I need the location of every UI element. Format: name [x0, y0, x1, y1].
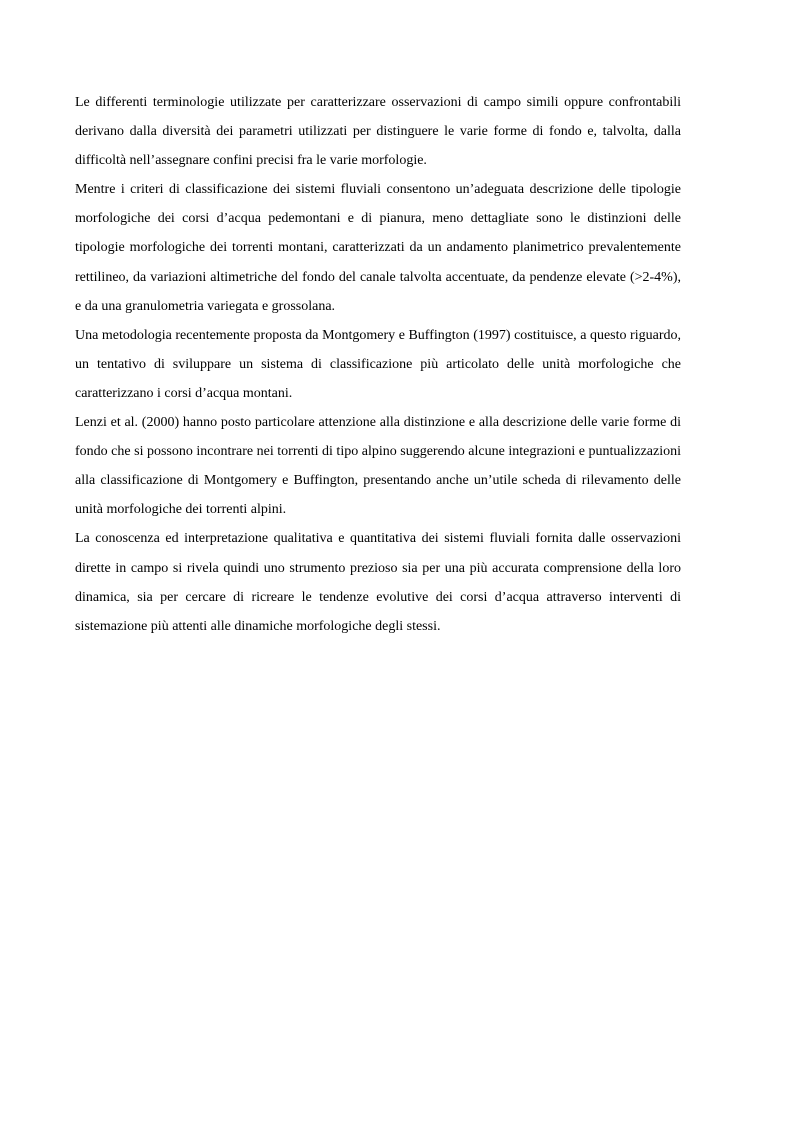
- paragraph-montgomery-buffington: Una metodologia recentemente proposta da Montgomery e Buffington (1997) costituisce, a questo riguardo, un tentativo di sviluppare un sistema di classificazione più articolato delle unità morfologiche che caratterizzano i corsi d’acqua montani.: [75, 327, 681, 401]
- paragraph-terminology: Le differenti terminologie utilizzate per caratterizzare osservazioni di campo simili oppure confrontabili derivano dalla diversità dei parametri utilizzati per distinguere le varie forme di fondo e, talvolta, dalla difficoltà nell’assegnare confini precisi fra le varie morfologie.: [75, 95, 681, 169]
- body-text: [75, 88, 681, 641]
- paragraph-lenzi: Lenzi et al. (2000) hanno posto particolare attenzione alla distinzione e alla descrizione delle varie forme di fondo che si possono incontrare nei torrenti di tipo alpino suggerendo alcune integrazioni e puntualizzazioni alla classificazione di Montgomery e Buffington, presentando anche un’utile scheda di rilevamento delle unità morfologiche dei torrenti alpini.: [75, 415, 681, 518]
- paragraph-conclusion: La conoscenza ed interpretazione qualitativa e quantitativa dei sistemi fluviali fornita dalle osservazioni dirette in campo si rivela quindi uno strumento prezioso sia per una più accurata comprensione della loro dinamica, sia per cercare di ricreare le tendenze evolutive dei corsi d’acqua attraverso interventi di sistemazione più attenti alle dinamiche morfologiche degli stessi.: [75, 531, 681, 634]
- paragraph-classification-criteria: Mentre i criteri di classificazione dei sistemi fluviali consentono un’adeguata descrizione delle tipologie morfologiche dei corsi d’acqua pedemontani e di pianura, meno dettagliate sono le distinzioni delle tipologie morfologiche dei torrenti montani, caratterizzati da un andamento planimetrico prevalentemente rettilineo, da variazioni altimetriche del fondo del canale talvolta accentuate, da pendenze elevate (>2-4%), e da una granulometria variegata e grossolana.: [75, 182, 681, 314]
